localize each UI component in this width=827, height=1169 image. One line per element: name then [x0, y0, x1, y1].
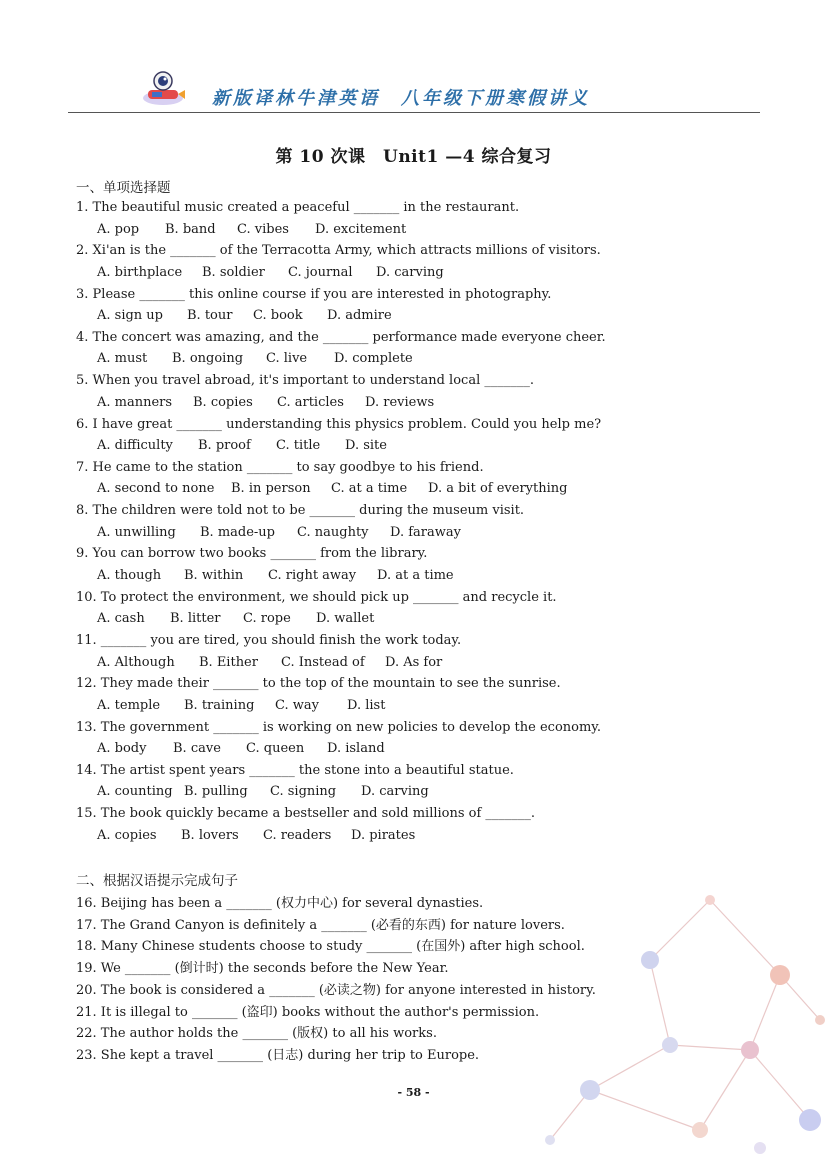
option: B. pulling [184, 784, 248, 800]
question-options [97, 222, 406, 237]
option: C. way [275, 697, 319, 713]
completion-item: 19. We _______ (倒计时) the seconds before the New Year. [76, 961, 449, 977]
option: A. pop [97, 221, 140, 237]
page-header [0, 0, 827, 115]
option: B. band [165, 221, 216, 237]
question-stem: 10. To protect the environment, we should pick up _______ and recycle it. [76, 589, 557, 605]
question-options [97, 828, 415, 843]
option: D. faraway [390, 524, 461, 540]
option: D. site [345, 438, 387, 453]
question-options [97, 655, 442, 670]
option: A. Although [97, 654, 175, 670]
astronaut-rocket-icon [140, 68, 186, 110]
question-stem: 5. When you travel abroad, it's important to understand local _______. [76, 373, 534, 389]
option: B. within [184, 567, 244, 583]
question-options [97, 438, 387, 453]
option: C. readers [263, 827, 332, 843]
question-options [97, 265, 444, 280]
completion-item: 20. The book is considered a _______ (必读之物) for anyone interested in history. [76, 982, 596, 998]
option: C. queen [246, 741, 305, 757]
option: A. copies [97, 827, 157, 843]
option: C. vibes [237, 221, 289, 237]
question-stem: 12. They made their _______ to the top of the mountain to see the sunrise. [76, 676, 561, 692]
option: D. admire [327, 308, 392, 324]
question-options [97, 481, 567, 496]
option: A. sign up [97, 308, 164, 324]
completion-item: 18. Many Chinese students choose to study _______ (在国外) after high school. [76, 939, 585, 955]
option: C. rope [243, 611, 291, 627]
option: B. ongoing [172, 351, 244, 367]
question-options [97, 741, 385, 756]
question-stem: 1. The beautiful music created a peaceful _______ in the restaurant. [76, 200, 520, 215]
question-stem: 2. Xi'an is the _______ of the Terracotta Army, which attracts millions of visitors. [76, 243, 601, 259]
question-stem: 15. The book quickly became a bestseller and sold millions of _______. [76, 806, 536, 822]
option: A. though [97, 567, 162, 583]
option: D. excitement [315, 221, 407, 237]
option: C. signing [270, 784, 337, 800]
option: A. cash [97, 611, 145, 627]
option: C. articles [277, 394, 344, 410]
option: A. difficulty [97, 438, 173, 453]
option: C. right away [268, 567, 357, 583]
option: A. birthplace [97, 264, 183, 280]
completion-item: 16. Beijing has been a _______ (权力中心) for several dynasties. [76, 896, 484, 911]
question-stem: 8. The children were told not to be _______ during the museum visit. [76, 503, 525, 519]
option: A. must [97, 351, 148, 367]
option: B. copies [193, 394, 253, 410]
option: D. island [327, 741, 385, 757]
question-stem: 4. The concert was amazing, and the _______ performance made everyone cheer. [76, 329, 606, 345]
option: A. manners [97, 394, 173, 410]
option: A. second to none [97, 481, 215, 497]
question-options [97, 698, 385, 713]
option: C. book [253, 308, 303, 324]
option: D. complete [334, 351, 413, 367]
option: B. tour [187, 308, 233, 324]
question-stem: 11. _______ you are tired, you should finish the work today. [76, 633, 462, 648]
option: D. reviews [365, 394, 435, 410]
header-divider [68, 112, 760, 113]
completion-item: 22. The author holds the _______ (版权) to all his works. [76, 1026, 437, 1042]
molecule-decoration [520, 880, 827, 1169]
option: C. journal [288, 264, 353, 280]
option: A. body [97, 741, 147, 757]
option: B. litter [170, 611, 221, 627]
section-title-multiple-choice: 一、单项选择题 [76, 180, 171, 196]
question-options [97, 351, 413, 366]
option: D. a bit of everything [428, 481, 568, 497]
option: C. at a time [331, 481, 408, 497]
option: C. live [266, 351, 308, 367]
option: D. As for [385, 654, 443, 670]
option: A. counting [97, 784, 173, 800]
question-stem: 7. He came to the station _______ to say goodbye to his friend. [76, 459, 484, 475]
option: B. training [184, 697, 255, 713]
option: D. pirates [351, 827, 416, 843]
option: B. lovers [181, 827, 239, 843]
question-options [97, 308, 392, 323]
completion-item: 21. It is illegal to _______ (盗印) books without the author's permission. [76, 1004, 540, 1020]
completion-item: 23. She kept a travel _______ (日志) during her trip to Europe. [76, 1047, 480, 1063]
option: B. in person [231, 481, 311, 497]
question-stem: 14. The artist spent years _______ the stone into a beautiful statue. [76, 762, 514, 778]
option: D. carving [361, 784, 429, 800]
option: A. unwilling [97, 524, 176, 540]
option: B. proof [198, 438, 251, 453]
option: D. carving [376, 264, 444, 280]
question-options [97, 395, 434, 410]
completion-item: 17. The Grand Canyon is definitely a _______ (必看的东西) for nature lovers. [76, 917, 565, 933]
option: D. at a time [377, 567, 454, 583]
option: D. list [347, 697, 386, 713]
question-options [97, 611, 374, 626]
question-stem: 13. The government _______ is working on new policies to develop the economy. [76, 719, 602, 735]
option: A. temple [97, 697, 161, 713]
option: B. cave [173, 741, 221, 757]
header-title: 新版译林牛津英语 八年级下册寒假讲义 [212, 88, 590, 109]
question-stem: 3. Please _______ this online course if you are interested in photography. [76, 286, 552, 302]
option: B. Either [199, 654, 258, 670]
option: B. soldier [202, 264, 265, 280]
question-options [97, 568, 454, 583]
section-title-sentence-completion: 二、根据汉语提示完成句子 [76, 873, 238, 889]
option: C. naughty [297, 524, 369, 540]
question-stem: 9. You can borrow two books _______ from the library. [76, 546, 428, 562]
question-options [97, 784, 429, 799]
question-options [97, 525, 461, 540]
option: C. title [276, 438, 321, 453]
question-stem: 6. I have great _______ understanding this physics problem. Could you help me? [76, 416, 602, 432]
option: B. made-up [200, 524, 275, 540]
option: D. wallet [316, 611, 375, 627]
page-number: - 58 - [397, 1086, 430, 1099]
option: C. Instead of [281, 654, 365, 670]
lesson-title: 第 10 次课 Unit1 —4 综合复习 [275, 147, 552, 167]
